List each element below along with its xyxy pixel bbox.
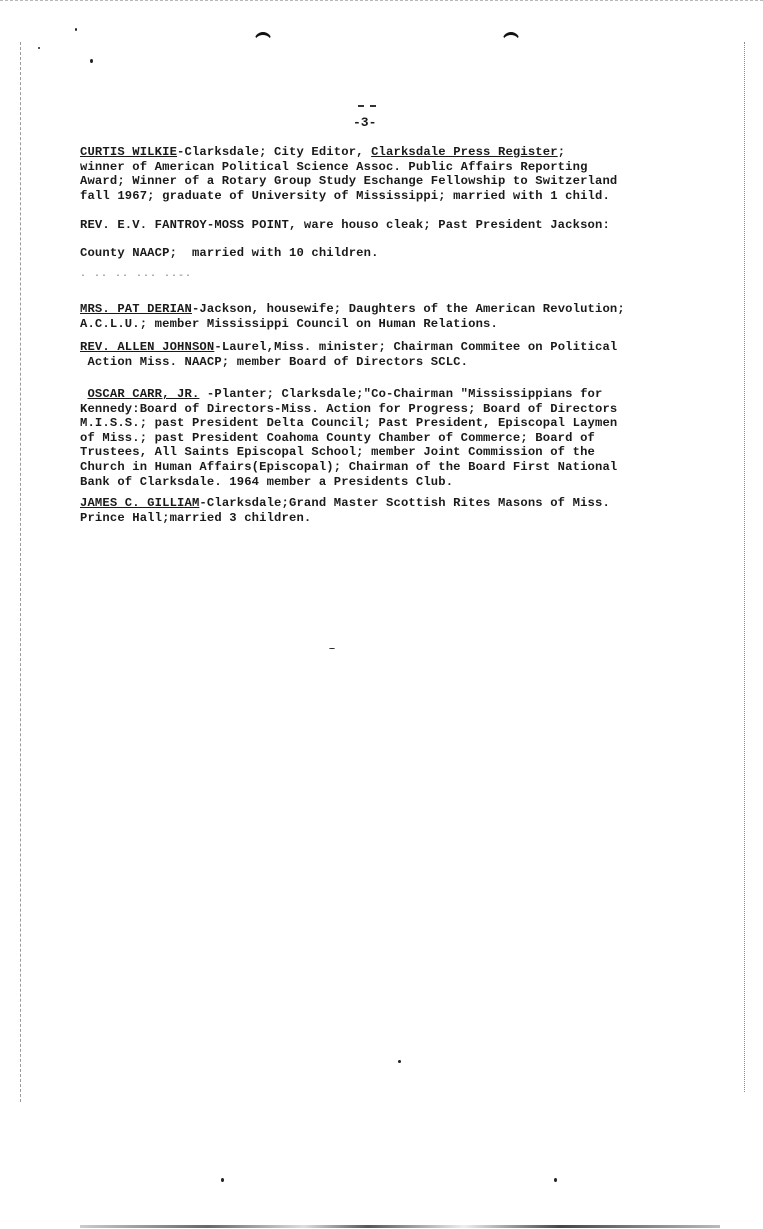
punch-hole-right — [502, 32, 520, 51]
entry-name: REV. ALLEN JOHNSON — [80, 340, 215, 354]
entry-ev-fantroy: REV. E.V. FANTROY-MOSS POINT, ware houso cleak; Past President Jackson: — [80, 218, 610, 232]
scan-top-edge — [0, 0, 763, 1]
scan-speck — [75, 28, 77, 31]
scan-left-margin-line — [20, 42, 21, 1102]
scan-speck — [554, 1178, 557, 1182]
page-number: -3- — [353, 115, 377, 130]
scan-speck — [329, 648, 335, 649]
entry-james-gilliam: JAMES C. GILLIAM-Clarksdale;Grand Master Scottish Rites Masons of Miss. Prince Hall;married 3 children. — [80, 496, 610, 525]
scan-speck — [398, 1060, 401, 1063]
publication-title: Clarksdale Press Register — [371, 145, 558, 159]
scan-speck — [221, 1178, 224, 1182]
entry-name: REV. E.V. FANTROY-MOSS POINT — [80, 218, 289, 232]
entry-ev-fantroy-continued: County NAACP; married with 10 children. — [80, 246, 379, 260]
entry-oscar-carr: OSCAR CARR, JR. -Planter; Clarksdale;"Co-Chairman "Mississippians for Kennedy:Board of Directors-Miss. Action for Progress; Board of Directors M.I.S.S.; past President Delta Council; Past President, Episcopal Laymen of Miss.; past President Coahoma County Chamber of Commerce; Board of Trustees, All Saints Episcopal School; member Joint Commission of the Church in Human Affairs(Episcopal); Chairman of the Board First National Bank of Clarksdale. 1964 member a Presidents Club. — [80, 387, 618, 489]
entry-name: JAMES C. GILLIAM — [80, 496, 200, 510]
entry-name: MRS. PAT DERIAN — [80, 302, 192, 316]
scan-speck — [38, 47, 40, 49]
entry-curtis-wilkie: CURTIS WILKIE-Clarksdale; City Editor, Clarksdale Press Register; winner of American Political Science Assoc. Public Affairs Reporting Award; Winner of a Rotary Group Study Eschange Fellowship to Switzerland fall 1967; graduate of University of Mississippi; married with 1 child. — [80, 145, 618, 203]
smudged-text: · ·· ·· ··· ··-· — [80, 271, 193, 282]
page-number-mark — [358, 105, 376, 107]
entry-name: OSCAR CARR, JR. — [87, 387, 200, 401]
entry-pat-derian: MRS. PAT DERIAN-Jackson, housewife; Daughters of the American Revolution; A.C.L.U.; member Mississippi Council on Human Relations. — [80, 302, 625, 331]
scan-right-margin-line — [744, 42, 745, 1092]
scan-speck — [90, 59, 93, 63]
entry-name: CURTIS WILKIE — [80, 145, 178, 159]
scan-bottom-edge — [80, 1225, 720, 1228]
entry-allen-johnson: REV. ALLEN JOHNSON-Laurel,Miss. minister; Chairman Commitee on Political Action Miss. NAACP; member Board of Directors SCLC. — [80, 340, 618, 369]
punch-hole-left — [254, 32, 272, 51]
